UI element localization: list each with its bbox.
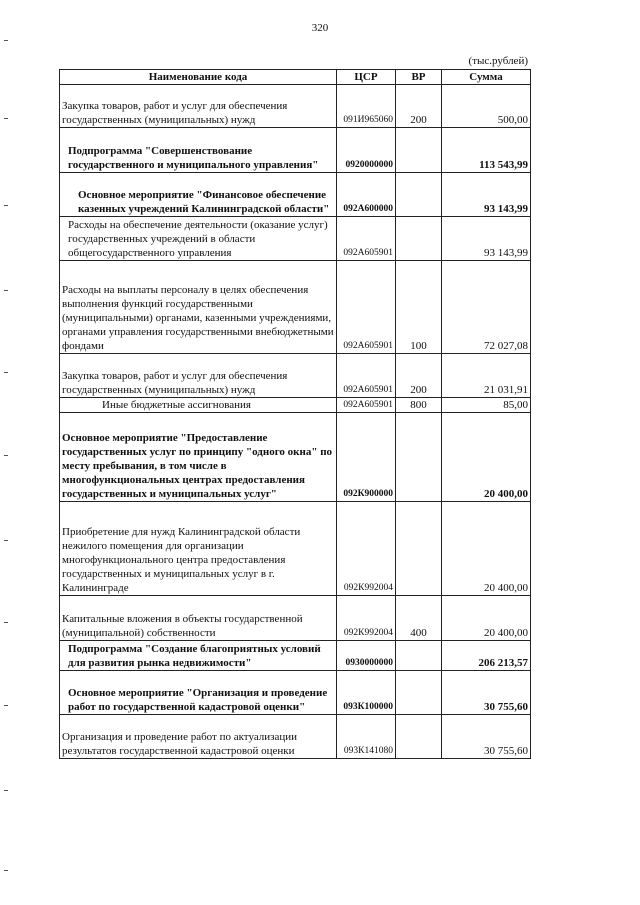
table-header-row [60,70,531,85]
header-name: Наименование кода [60,70,337,85]
row-name: Подпрограмма "Совершенствование государственного и муниципального управления" [60,128,337,173]
row-vr [396,217,442,261]
row-csr: 092К900000 [337,413,396,502]
table-row [60,671,531,715]
row-name: Расходы на выплаты персоналу в целях обеспечения выполнения функций государственными (муниципальными) органами, казенными учреждениями, органами управления государственными внебюджетными фондами [60,261,337,354]
table-row [60,413,531,502]
table-row [60,398,531,413]
row-name: Основное мероприятие "Предоставление государственных услуг по принципу "одного окна" по месту пребывания, в том числе в многофункциональных центрах предоставления государственных и муниципальных услуг" [60,413,337,502]
table-row [60,173,531,217]
row-vr: 200 [396,85,442,128]
row-name: Организация и проведение работ по актуализации результатов государственной кадастровой оценки [60,715,337,759]
row-name: Закупка товаров, работ и услуг для обеспечения государственных (муниципальных) нужд [60,354,337,398]
table-row [60,596,531,641]
row-name: Основное мероприятие "Организация и проведение работ по государственной кадастровой оценки" [60,671,337,715]
row-vr [396,641,442,671]
table-row [60,217,531,261]
row-vr [396,128,442,173]
row-name: Закупка товаров, работ и услуг для обеспечения государственных (муниципальных) нужд [60,85,337,128]
row-sum: 30 755,60 [442,715,531,759]
row-vr: 200 [396,354,442,398]
row-sum: 500,00 [442,85,531,128]
row-sum: 113 543,99 [442,128,531,173]
row-csr: 092А605901 [337,217,396,261]
row-name: Расходы на обеспечение деятельности (оказание услуг) государственных учреждений в области общегосударственного управления [60,217,337,261]
row-vr: 800 [396,398,442,413]
table-row [60,128,531,173]
row-csr: 091И965060 [337,85,396,128]
row-sum: 72 027,08 [442,261,531,354]
row-csr: 092А600000 [337,173,396,217]
row-name: Иные бюджетные ассигнования [60,398,337,413]
row-csr: 092А605901 [337,261,396,354]
row-sum: 20 400,00 [442,596,531,641]
header-sum: Сумма [442,70,531,85]
table-row [60,354,531,398]
row-sum: 93 143,99 [442,173,531,217]
row-vr [396,413,442,502]
row-vr: 100 [396,261,442,354]
row-sum: 93 143,99 [442,217,531,261]
row-csr: 092А605901 [337,354,396,398]
page-number: 320 [311,22,329,34]
row-sum: 30 755,60 [442,671,531,715]
row-name: Капитальные вложения в объекты государственной (муниципальной) собственности [60,596,337,641]
row-csr: 093К100000 [337,671,396,715]
row-vr [396,173,442,217]
units-label: (тыс.рублей) [468,55,528,67]
table-row [60,85,531,128]
header-csr: ЦСР [337,70,396,85]
row-sum: 85,00 [442,398,531,413]
row-sum: 20 400,00 [442,502,531,596]
row-vr [396,715,442,759]
row-csr: 093К141080 [337,715,396,759]
table-row [60,641,531,671]
table-row [60,261,531,354]
row-sum: 20 400,00 [442,413,531,502]
row-name: Подпрограмма "Создание благоприятных условий для развития рынка недвижимости" [60,641,337,671]
row-name: Приобретение для нужд Калининградской области нежилого помещения для организации многофункционального центра предоставления государственных и муниципальных услуг в г. Калининграде [60,502,337,596]
row-csr: 092А605901 [337,398,396,413]
row-sum: 206 213,57 [442,641,531,671]
budget-table [59,69,531,759]
row-name: Основное мероприятие "Финансовое обеспечение казенных учреждений Калининградской области" [60,173,337,217]
row-vr [396,671,442,715]
binding-margin [4,0,10,905]
row-vr [396,502,442,596]
row-csr: 0920000000 [337,128,396,173]
row-csr: 0930000000 [337,641,396,671]
header-vr: ВР [396,70,442,85]
table-row [60,502,531,596]
row-csr: 092К992004 [337,502,396,596]
table-row [60,715,531,759]
row-vr: 400 [396,596,442,641]
row-sum: 21 031,91 [442,354,531,398]
row-csr: 092К992004 [337,596,396,641]
